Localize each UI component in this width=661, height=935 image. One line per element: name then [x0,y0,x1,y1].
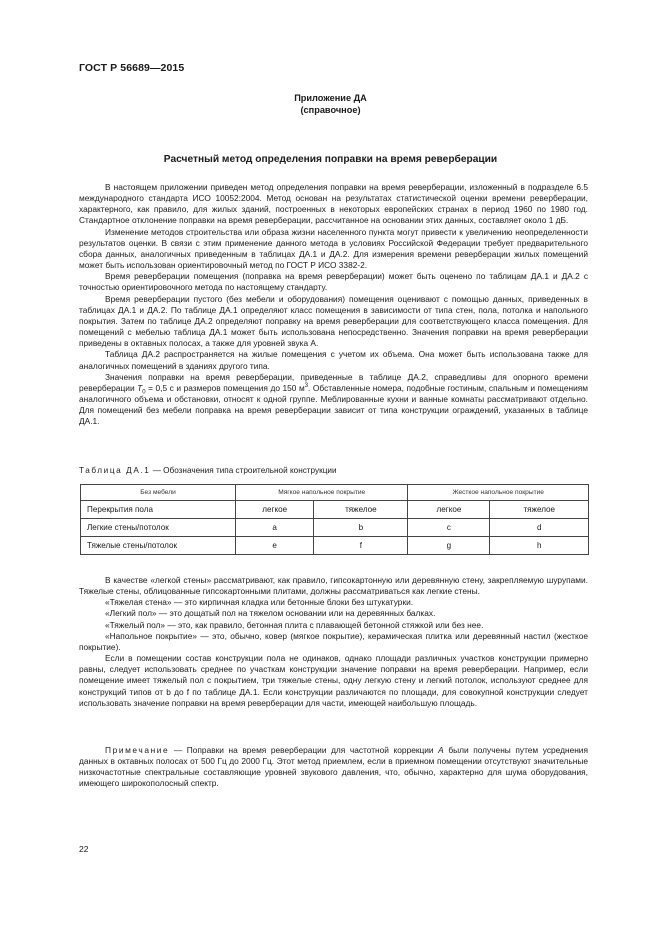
paragraph: «Напольное покрытие» — это, обычно, ковер (мягкое покрытие), керамическая плитка или деревянный настил (жесткое покрытие). [79,630,588,652]
text-run: — Поправки на время реверберации для частотной коррекции [169,745,439,755]
section-title: Расчетный метод определения поправки на время реверберации [163,154,498,165]
table-header-row [81,485,589,501]
paragraph: Таблица ДА.2 распространяется на жилые помещения с учетом их объема. Она может быть использована также для аналогичных помещений в зданиях другого типа. [79,349,588,371]
table-cell: a [236,519,314,537]
note-paragraph [79,745,588,790]
text-run: были получены путем усреднения данных в октавных полосах от 500 Гц до 2000 Гц. Этот метод приемлем, если в приемном помещении отсутствуют значительные низкочастотные спектральные составляющие уровней звукового давления, что, обычно, характерно для шума оборудования, имеющего широкополосный спектр. [79,745,588,789]
paragraph-reference-time [79,372,588,428]
table-header-cell: Жесткое напольное покрытие [408,485,589,501]
table-row [81,501,589,519]
table-cell: c [408,519,490,537]
table-cell: тяжелое [490,501,589,519]
table-cell: f [314,537,408,555]
table-header-cell: Мягкое напольное покрытие [236,485,408,501]
row-label: Тяжелые стены/потолок [81,537,236,555]
table-caption-label: Таблица ДА.1 [79,466,151,475]
t-subscript: 0 [142,389,146,396]
table-row [81,537,589,555]
paragraph: «Легкий пол» — это дощатый пол на тяжелом основании или на деревянных балках. [105,608,436,619]
paragraph: «Тяжелый пол» — это, как правило, бетонная плита с плавающей бетонной стяжкой или без нее. [105,619,484,630]
text-run: . Обставленные номера, подобные гостиным, спальным и помещениям аналогичного объема и обстановки, относят к одной группе. Меблированные кухни и ванные комнаты рассматривают отдельно. Для помещений без мебели поправка на время реверберации зависит от типа конструкции ограждений, указанных в таблице ДА.1. [79,382,588,427]
table-cell: h [490,537,589,555]
intro-text-block [79,182,588,427]
paragraph: В качестве «легкой стены» рассматривают, как правило, гипсокартонную или деревянную стену, закрепляемую шурупами. Тяжелые стены, облицованные гипсокартонными плитами, должны рассматриваться как легкие стены. [79,575,588,597]
row-label: Перекрытия пола [81,501,236,519]
text-run: = 0,5 с и размеров помещения до 150 м [145,382,305,393]
paragraph: Время реверберации помещения (поправка на время реверберации) может быть оценено по таблицам ДА.1 и ДА.2 с точностью ориентировочного метода по настоящему стандарту. [79,271,588,293]
paragraph: Если в помещении состав конструкции пола не одинаков, однако площади различных участков конструкции примерно равны, следует использовать среднее по участкам конструкции значение поправки на время реверберации. Например, если помещение имеет тяжелый пол с покрытием, три тяжелые стены, одну легкую стену и легкий потолок, используют среднее для конструкций типов от b до f по таблице ДА.1. Если конструкции различаются по площади, для совокупной конструкции следует использовать значение поправки на время реверберации для части, имеющей наибольшую площадь. [79,653,588,708]
definitions-text-block [79,575,588,709]
construction-type-table [80,484,589,555]
appendix-subtitle: (справочное) [300,105,361,115]
cube-superscript: 3 [304,383,309,390]
table-cell: g [408,537,490,555]
paragraph: В настоящем приложении приведен метод определения поправки на время реверберации, изложенный в подразделе 6.5 международного стандарта ИСО 10052:2004. Метод основан на результатах статистической оценки времени реверберации, характерного, как правило, для жилых зданий, построенных в некоторых европейских странах в период 1960 по 1980 год. Стандартное отклонение поправки на время реверберации, рассчитанное на основании этих данных, составляет около 1 дБ. [79,182,588,226]
standard-header: ГОСТ Р 56689—2015 [79,62,185,74]
paragraph: Изменение методов строительства или образа жизни населенного пункта могут привести к увеличению неопределенности результатов оценки. В связи с этим применение данного метода в условиях Российской Федерации требует предварительного сбора данных, аналогичных приведенным в таблицах ДА.1 и ДА.2. Для измерения времени реверберации жилых помещений может быть использован ориентировочный метод по ГОСТ Р ИСО 3382-2. [79,226,588,271]
t-symbol: T [137,382,143,393]
table-header-cell: Без мебели [81,485,236,501]
table-cell: e [236,537,314,555]
paragraph: «Тяжелая стена» — это кирпичная кладка или бетонные блоки без штукатурки. [105,597,414,608]
table-row [81,519,589,537]
table-cell: тяжелое [314,501,408,519]
text-run: Значения поправки на время реверберации, приведенные в таблице ДА.2, справедливы для опорного времени реверберации [79,371,588,393]
paragraph: Время реверберации пустого (без мебели и оборудования) помещения оценивают с помощью данных, приведенных в таблицах ДА.1 и ДА.2. По таблице ДА.1 определяют класс помещения в зависимости от типа стен, пола, потолка и напольного покрытия. Затем по таблице ДА.2 определяют поправку на время реверберации для соответствующего класса помещения. Для помещений с мебелью таблица ДА.1 может быть использована непосредственно. Значения поправки на время реверберации приведены в октавных полосах, а также для уровней звука А. [79,293,588,349]
page-number: 22 [79,844,89,854]
table-cell: легкое [236,501,314,519]
table-cell: b [314,519,408,537]
table-cell: d [490,519,589,537]
table-caption-text: — Обозначения типа строительной конструкции [150,466,337,475]
row-label: Легкие стены/потолок [81,519,236,537]
table-cell: легкое [408,501,490,519]
note-label: Примечание [105,745,170,755]
table-caption [79,466,337,475]
appendix-title: Приложение ДА [294,93,367,103]
a-symbol: A [438,745,444,755]
